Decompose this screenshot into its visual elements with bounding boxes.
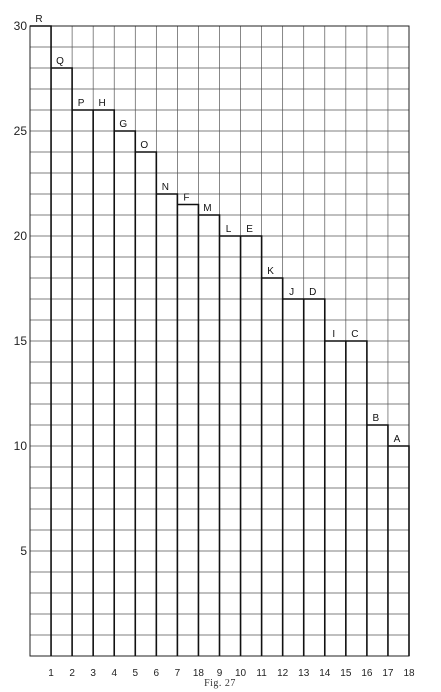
x-tick-label: 5 (132, 668, 139, 679)
point-label: P (77, 98, 85, 109)
x-tick-label: 14 (319, 668, 331, 679)
x-tick-label: 2 (69, 668, 75, 679)
x-tick-label: 4 (111, 668, 118, 679)
x-tick-label: 11 (256, 668, 267, 679)
point-label: N (161, 182, 169, 193)
point-label: R (35, 14, 43, 25)
y-tick-label: 10 (13, 439, 27, 453)
point-label: D (309, 287, 317, 298)
point-label: I (332, 329, 336, 340)
x-tick-label: 7 (174, 668, 181, 679)
point-label: Q (56, 56, 64, 67)
point-label: H (98, 98, 106, 109)
x-tick-label: 12 (277, 668, 289, 679)
point-label: B (372, 413, 380, 424)
x-tick-label: 9 (216, 668, 223, 679)
x-tick-label: 15 (340, 668, 352, 679)
point-label: A (393, 434, 401, 445)
point-label: L (225, 224, 232, 235)
x-tick-label: 18 (403, 668, 415, 679)
point-label: F (183, 192, 190, 204)
y-tick-label: 15 (13, 334, 27, 348)
point-label: G (119, 119, 128, 130)
x-tick-label: 1 (48, 668, 54, 679)
x-tick-label: 6 (153, 668, 160, 679)
point-label: J (289, 287, 295, 298)
x-tick-label: 3 (90, 668, 96, 679)
y-axis-ticks (14, 19, 28, 558)
y-tick-label: 30 (13, 19, 27, 33)
y-tick-label: 25 (13, 124, 27, 138)
point-label: M (203, 203, 212, 214)
x-tick-label: 17 (382, 668, 394, 679)
point-label: O (140, 140, 149, 151)
y-tick-label: 5 (20, 544, 27, 558)
point-label: E (246, 224, 253, 235)
x-tick-label: 18 (192, 668, 205, 679)
x-tick-label: 10 (234, 668, 247, 679)
figure-caption: Fig. 27 (204, 678, 236, 689)
point-label: C (351, 329, 359, 340)
x-tick-label: 16 (361, 668, 373, 679)
x-tick-label: 13 (298, 668, 310, 679)
y-tick-label: 20 (13, 229, 27, 243)
point-label: K (267, 266, 274, 277)
